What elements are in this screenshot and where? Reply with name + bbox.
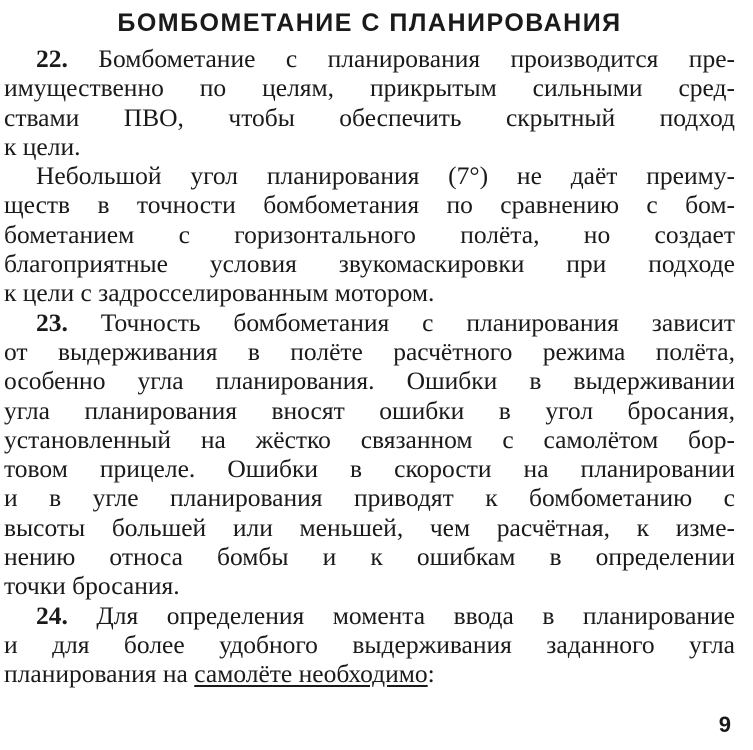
text-line: 22. Бомбометание с планирования производится пре-: [36, 44, 736, 73]
text-line: ствами ПВО, чтобы обеспечить скрытный подход: [4, 102, 735, 132]
paragraph-23: [4, 308, 735, 601]
text-line: планирования на самолёте необходимо:: [4, 659, 435, 689]
text-line: нению относа бомбы и к ошибкам в определении: [4, 542, 735, 572]
text-line: от выдерживания в полёте расчётного режима полёта,: [4, 336, 735, 366]
text-line: 23. Точность бомбометания с планирования зависит: [36, 307, 735, 337]
underlined-text: самолёте необходимо: [194, 659, 428, 689]
paragraph-number: 22.: [36, 44, 68, 73]
text-line: и в угле планирования приводят к бомбометанию с: [4, 483, 735, 513]
text-line: точки бросания.: [4, 571, 180, 601]
paragraph-24: [4, 601, 735, 689]
text-line: Небольшой угол планирования (7°) не даёт преиму-: [36, 161, 735, 191]
paragraph-22: [4, 44, 735, 161]
text-line: к цели.: [4, 131, 81, 161]
text-line: высоты большей или меньшей, чем расчётная, к изме-: [4, 512, 735, 542]
paragraph-number: 24.: [36, 600, 68, 630]
text-line: товом прицеле. Ошибки в скорости на планировании: [4, 454, 735, 484]
text-line: и для более удобного выдерживания заданного угла: [4, 629, 735, 659]
text-line: бометанием с горизонтального полёта, но создает: [4, 219, 735, 249]
text-line: установленный на жёстко связанном с самолётом бор-: [4, 424, 735, 454]
text-line: имущественно по целям, прикрытым сильными сред-: [4, 73, 735, 103]
page-number: 9: [718, 712, 731, 737]
text-line: ществ в точности бомбометания по сравнению с бом-: [4, 190, 735, 220]
paragraph-number: 23.: [36, 307, 68, 337]
text-line: благоприятные условия звукомаскировки при подходе: [4, 249, 735, 279]
text-line: угла планирования вносят ошибки в угол бросания,: [4, 395, 735, 425]
text-line: к цели с задросселированным мотором.: [4, 278, 435, 308]
paragraph-22-continued: [4, 161, 735, 307]
text-line: особенно угла планирования. Ошибки в выдерживании: [4, 366, 735, 396]
section-title: БОМБОМЕТАНИЕ С ПЛАНИРОВАНИЯ: [117, 9, 622, 37]
text-line: 24. Для определения момента ввода в планирование: [36, 600, 736, 630]
